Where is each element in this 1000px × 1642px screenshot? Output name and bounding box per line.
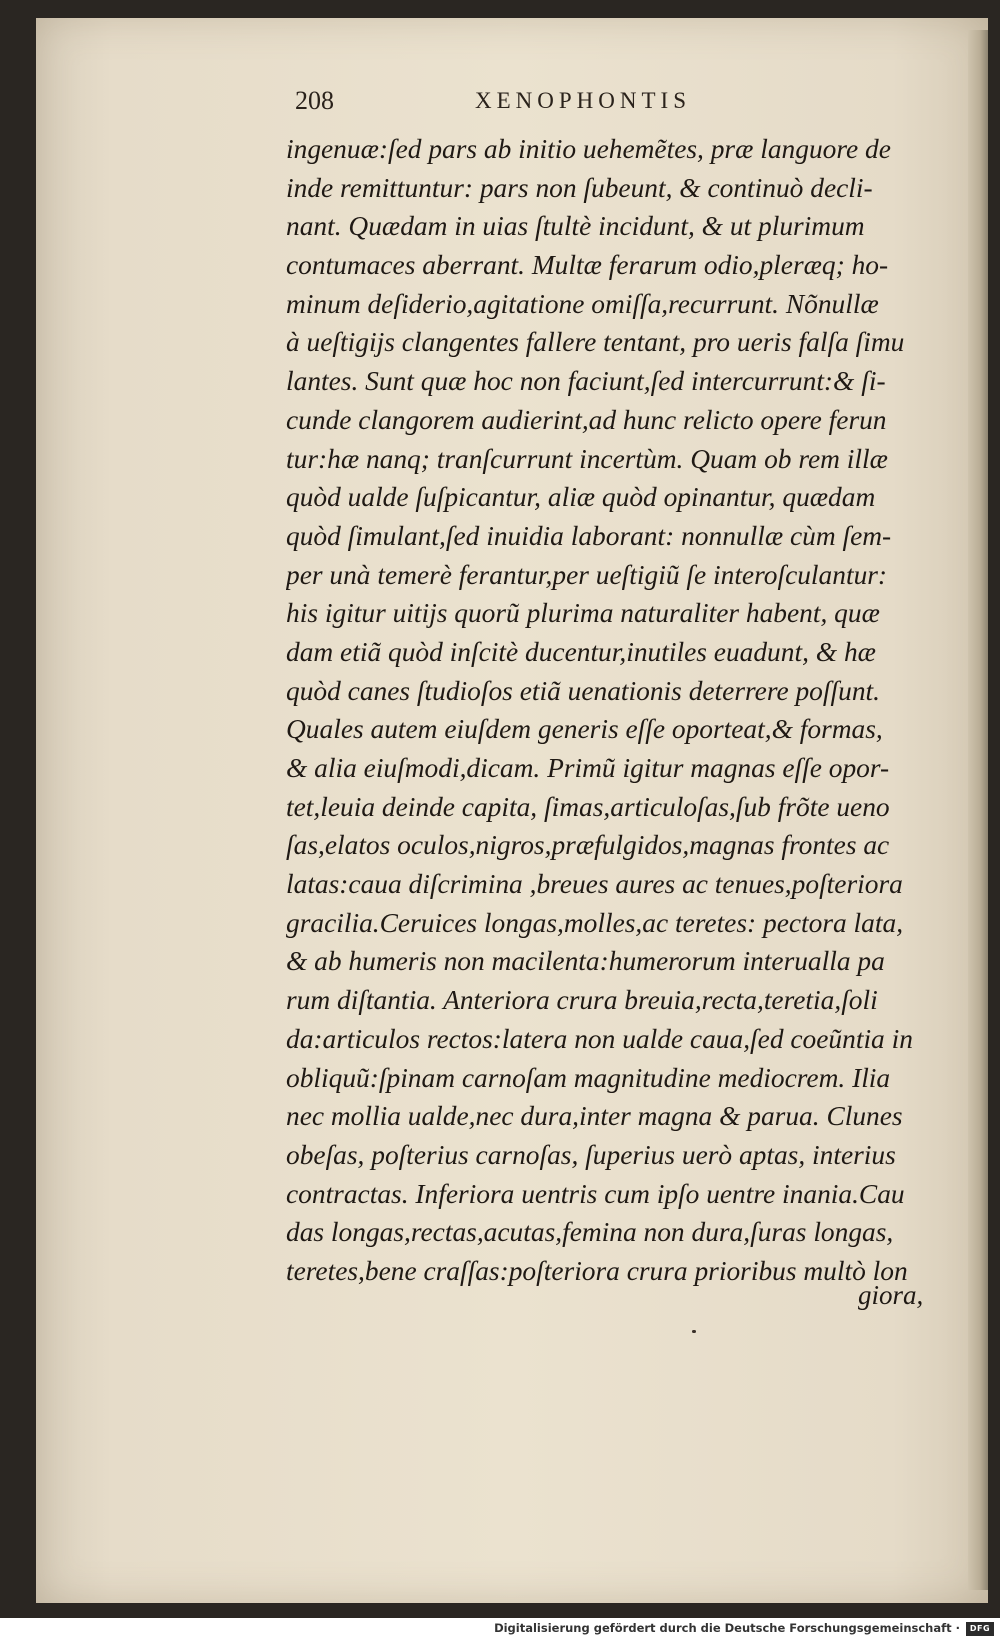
ink-speck <box>692 1330 696 1333</box>
text-line: cunde clangorem audierint,ad hunc relicto opere ferun <box>286 404 887 435</box>
text-line: contractas. Inferiora uentris cum ipſo uentre inania.Cau <box>286 1178 905 1209</box>
text-line: Quales autem eiuſdem generis eſſe oporteat,& formas, <box>286 714 883 745</box>
text-line: & ab humeris non macilenta:humerorum interualla pa <box>286 946 885 977</box>
text-line: nec mollia ualde,nec dura,inter magna & parua. Clunes <box>286 1101 903 1132</box>
text-line: nant. Quædam in uias ſtultè incidunt, & ut plurimum <box>286 211 865 242</box>
text-line: tur:hæ nanq; tranſcurrunt incertùm. Quam ob rem illæ <box>286 443 888 474</box>
text-line: minum deſiderio,agitatione omiſſa,recurrunt. Nõnullæ <box>286 288 879 319</box>
text-line: obeſas, poſterius carnoſas, ſuperius uerò aptas, interius <box>286 1139 896 1170</box>
text-line: per unà temerè ferantur,per ueſtigiũ ſe interoſculantur: <box>286 559 888 590</box>
text-line: tet,leuia deinde capita, ſimas,articuloſas,ſub frõte ueno <box>286 791 890 822</box>
text-line: gracilia.Ceruices longas,molles,ac teretes: pectora lata, <box>286 907 904 938</box>
text-line: da:articulos rectos:latera non ualde caua,ſed coeũntia in <box>286 1023 913 1054</box>
text-line: latas:caua diſcrimina ,breues aures ac tenues,poſteriora <box>286 869 903 900</box>
text-line: & alia eiuſmodi,dicam. Primũ igitur magnas eſſe opor- <box>286 753 890 783</box>
text-line: obliquũ:ſpinam carnoſam magnitudine mediocrem. Ilia <box>286 1062 891 1093</box>
text-line: à ueſtigijs clangentes fallere tentant, pro ueris falſa ſimu <box>286 327 905 358</box>
text-line: his igitur uitijs quorũ plurima naturaliter habent, quæ <box>286 598 880 629</box>
text-line: dam etiã quòd inſcitè ducentur,inutiles euadunt, & hæ <box>286 636 876 667</box>
page-number: 208 <box>295 86 334 115</box>
text-line: teretes,bene craſſas:poſteriora crura prioribus multò lon <box>286 1255 908 1286</box>
text-line: contumaces aberrant. Multæ ferarum odio,pleræq; ho- <box>286 250 889 281</box>
text-line: quòd ſimulant,ſed inuidia laborant: nonnullæ cùm ſem- <box>286 520 892 551</box>
text-line: quòd canes ſtudioſos etiã uenationis deterrere poſſunt. <box>286 675 880 706</box>
page-edge <box>968 30 988 1590</box>
body-text <box>286 130 946 1291</box>
text-line: lantes. Sunt quæ hoc non faciunt,ſed intercurrunt:& ſi- <box>286 366 886 397</box>
page-header <box>295 86 775 120</box>
text-line: rum diſtantia. Anteriora crura breuia,recta,teretia,ſoli <box>286 985 878 1016</box>
running-head: XENOPHONTIS <box>475 88 691 113</box>
footer-bar <box>0 1618 1000 1642</box>
dfg-logo: DFG <box>966 1622 994 1636</box>
text-line: ingenuæ:ſed pars ab initio uehemẽtes, præ languore de <box>286 134 891 164</box>
text-line: das longas,rectas,acutas,femina non dura,ſuras longas, <box>286 1217 894 1248</box>
funding-credit: Digitalisierung gefördert durch die Deutsche Forschungsgemeinschaft · <box>494 1621 960 1635</box>
text-line: quòd ualde ſuſpicantur, aliæ quòd opinantur, quædam <box>286 482 876 513</box>
text-line: ſas,elatos oculos,nigros,præfulgidos,magnas frontes ac <box>286 830 890 861</box>
catchword: giora, <box>858 1280 924 1310</box>
text-line: inde remittuntur: pars non ſubeunt, & continuò decli- <box>286 172 873 203</box>
